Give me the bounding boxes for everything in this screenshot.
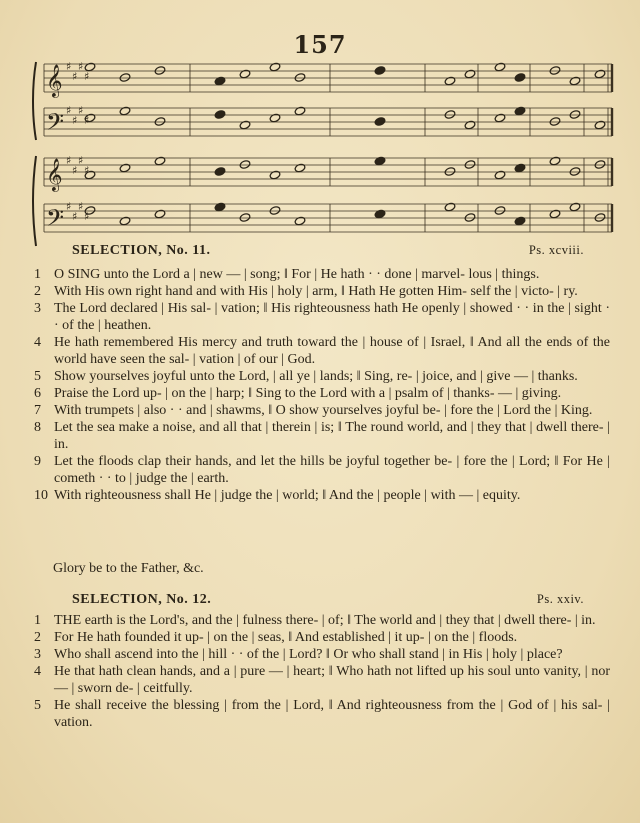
- verse: [34, 283, 610, 300]
- verse: [34, 453, 610, 487]
- notehead-icon: [444, 76, 456, 86]
- sharp-icon: ♯: [78, 60, 84, 73]
- verse-text: With trumpets | also · · and | shawms, ‖ O show yourselves joyful be- | fore the | Lord the | King.: [54, 403, 593, 418]
- sharp-icon: ♯: [72, 70, 78, 83]
- notehead-icon: [464, 69, 476, 79]
- notehead-icon: [239, 69, 251, 79]
- verse-text: He that hath clean hands, and a | pure — | heart; ‖ Who hath not lifted up his soul unto vanity, | nor — | sworn de- | ceitfully.: [54, 664, 610, 696]
- verse: [34, 646, 610, 663]
- sharp-icon: ♯: [72, 210, 78, 223]
- notehead-icon: [214, 76, 226, 86]
- verse-number: 5: [34, 369, 41, 384]
- verse-number: 7: [34, 403, 41, 418]
- sharp-icon: ♯: [84, 114, 90, 127]
- sharp-icon: ♯: [66, 104, 72, 117]
- verse-number: 6: [34, 386, 41, 401]
- verse-number: 2: [34, 284, 41, 299]
- verse-text: With righteousness shall He | judge the | world; ‖ And the | people | with — | equity.: [54, 488, 521, 503]
- notehead-icon: [269, 170, 281, 180]
- verse-number: 8: [34, 420, 41, 435]
- notehead-icon: [569, 202, 581, 212]
- notehead-icon: [374, 117, 386, 127]
- notehead-icon: [594, 160, 606, 170]
- selection-11-title: SELECTION, No. 11.: [72, 243, 211, 258]
- verse: [34, 334, 610, 368]
- verse-text: THE earth is the Lord's, and the | fulness there- | of; ‖ The world and | they that | dwell there- | in.: [54, 613, 596, 628]
- chant-music-score: [30, 56, 620, 251]
- verse: [34, 629, 610, 646]
- notehead-icon: [374, 66, 386, 76]
- notehead-icon: [294, 216, 306, 226]
- treble-clef-icon: 𝄞: [46, 158, 63, 191]
- sharp-icon: ♯: [78, 104, 84, 117]
- verse: [34, 697, 610, 731]
- verse-text: Praise the Lord up- | on the | harp; ‖ Sing to the Lord with a | psalm of | thanks- — | giving.: [54, 386, 562, 401]
- notehead-icon: [119, 73, 131, 83]
- notehead-icon: [214, 167, 226, 177]
- notehead-icon: [214, 202, 226, 212]
- notehead-icon: [294, 73, 306, 83]
- selection-12-verses: [34, 612, 610, 731]
- notehead-icon: [569, 110, 581, 120]
- verse-text: He hath remembered His mercy and truth toward the | house of | Israel, ‖ And all the ends of the world have seen the sal- | vation | of our | God.: [54, 335, 610, 367]
- notehead-icon: [154, 66, 166, 76]
- notehead-icon: [594, 213, 606, 223]
- verse: [34, 612, 610, 629]
- verse-number: 3: [34, 301, 41, 316]
- verse-text: Who shall ascend into the | hill · · of the | Lord? ‖ Or who shall stand | in His | holy | place?: [54, 647, 563, 662]
- notehead-icon: [444, 167, 456, 177]
- verse: [34, 402, 610, 419]
- verse-number: 10: [34, 488, 48, 503]
- verse-text: He shall receive the blessing | from the | Lord, ‖ And righteousness from the | God of | his sal- | vation.: [54, 698, 610, 730]
- notehead-icon: [374, 156, 386, 166]
- verse: [34, 385, 610, 402]
- notehead-icon: [269, 62, 281, 72]
- notehead-icon: [494, 170, 506, 180]
- notehead-icon: [464, 120, 476, 130]
- notehead-icon: [119, 106, 131, 116]
- notehead-icon: [569, 76, 581, 86]
- notehead-icon: [444, 202, 456, 212]
- selection-11-psalm-ref: Ps. xcviii.: [528, 243, 584, 257]
- selection-11-verses: [34, 266, 610, 504]
- notehead-icon: [494, 113, 506, 123]
- notehead-icon: [594, 120, 606, 130]
- notehead-icon: [294, 163, 306, 173]
- selection-12-title: SELECTION, No. 12.: [72, 592, 212, 607]
- sharp-icon: ♯: [84, 70, 90, 83]
- notehead-icon: [594, 69, 606, 79]
- verse-text: With His own right hand and with His | holy | arm, ‖ Hath He gotten Him- self the | victo- | ry.: [54, 284, 578, 299]
- sharp-icon: ♯: [72, 164, 78, 177]
- bass-clef-icon: 𝄢: [46, 108, 65, 141]
- treble-clef-icon: 𝄞: [46, 64, 63, 97]
- notehead-icon: [494, 62, 506, 72]
- bass-clef-icon: 𝄢: [46, 204, 65, 237]
- sharp-icon: ♯: [84, 210, 90, 223]
- sharp-icon: ♯: [66, 154, 72, 167]
- verse-text: Let the floods clap their hands, and let the hills be joyful together be- | fore the | Lord; ‖ For He | cometh · · to | judge the | earth.: [54, 454, 610, 486]
- notehead-icon: [514, 73, 526, 83]
- notehead-icon: [549, 66, 561, 76]
- notehead-icon: [549, 156, 561, 166]
- verse: [34, 300, 610, 334]
- verse-number: 2: [34, 630, 41, 645]
- notehead-icon: [154, 117, 166, 127]
- verse-number: 3: [34, 647, 41, 662]
- verse: [34, 266, 610, 283]
- notehead-icon: [239, 213, 251, 223]
- notehead-icon: [119, 163, 131, 173]
- notehead-icon: [494, 206, 506, 216]
- notehead-icon: [269, 113, 281, 123]
- sharp-icon: ♯: [78, 154, 84, 167]
- notehead-icon: [154, 209, 166, 219]
- verse-text: Show yourselves joyful unto the Lord, | all ye | lands; ‖ Sing, re- | joice, and | give — | thanks.: [54, 369, 578, 384]
- notehead-icon: [154, 156, 166, 166]
- verse-text: For He hath founded it up- | on the | seas, ‖ And established | it up- | on the | floods.: [54, 630, 518, 645]
- notehead-icon: [239, 120, 251, 130]
- notehead-icon: [239, 160, 251, 170]
- verse-number: 1: [34, 267, 41, 282]
- notehead-icon: [549, 209, 561, 219]
- verse-number: 1: [34, 613, 41, 628]
- gloria-patri-line: Glory be to the Father, &c.: [53, 561, 204, 576]
- notehead-icon: [464, 160, 476, 170]
- sharp-icon: ♯: [66, 60, 72, 73]
- notehead-icon: [569, 167, 581, 177]
- notehead-icon: [464, 213, 476, 223]
- verse-text: The Lord declared | His sal- | vation; ‖ His righteousness hath He openly | showed · · in the | sight · · of the | heathen.: [54, 301, 610, 333]
- notehead-icon: [119, 216, 131, 226]
- sharp-icon: ♯: [72, 114, 78, 127]
- verse: [34, 368, 610, 385]
- notehead-icon: [444, 110, 456, 120]
- page-number: 157: [293, 30, 347, 59]
- verse-number: 5: [34, 698, 41, 713]
- selection-12-psalm-ref: Ps. xxiv.: [536, 592, 584, 606]
- verse-text: O SING unto the Lord a | new — | song; ‖ For | He hath · · done | marvel- lous | things.: [54, 267, 540, 282]
- notehead-icon: [514, 216, 526, 226]
- notehead-icon: [514, 106, 526, 116]
- staff: [44, 154, 612, 192]
- sharp-icon: ♯: [66, 200, 72, 213]
- verse-number: 4: [34, 335, 41, 350]
- notehead-icon: [84, 62, 96, 72]
- notehead-icon: [374, 209, 386, 219]
- notehead-icon: [214, 110, 226, 120]
- verse-number: 9: [34, 454, 41, 469]
- notehead-icon: [269, 206, 281, 216]
- sharp-icon: ♯: [84, 164, 90, 177]
- verse-text: Let the sea make a noise, and all that | therein | is; ‖ The round world, and | they that | dwell there- | in.: [54, 420, 610, 452]
- verse: [34, 663, 610, 697]
- verse: [34, 487, 610, 504]
- notehead-icon: [294, 106, 306, 116]
- verse: [34, 419, 610, 453]
- notehead-icon: [549, 117, 561, 127]
- verse-number: 4: [34, 664, 41, 679]
- notehead-icon: [514, 163, 526, 173]
- sharp-icon: ♯: [78, 200, 84, 213]
